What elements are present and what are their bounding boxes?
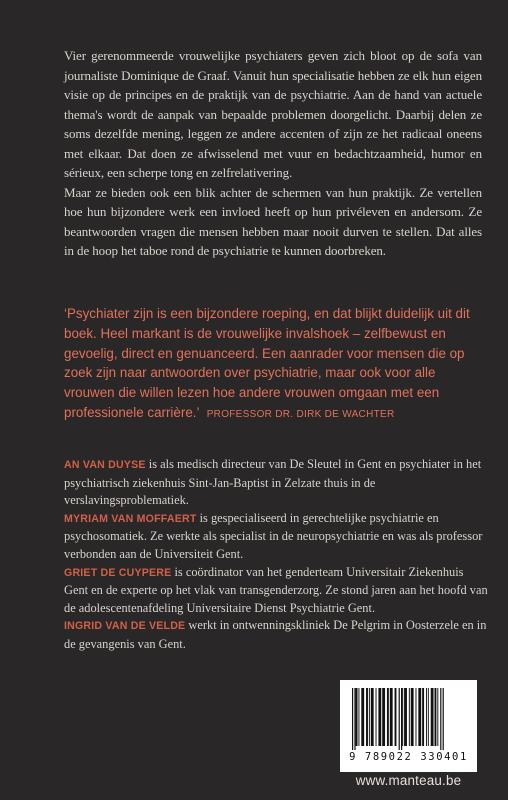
barcode-bar [376, 688, 377, 746]
bio-entry [64, 510, 490, 564]
barcode-bar [416, 688, 417, 746]
bio-name: GRIET DE CUYPERE [64, 566, 172, 579]
barcode-bar [378, 688, 381, 746]
barcode-guard-bar [352, 688, 353, 750]
bio-entry [64, 617, 490, 653]
barcode-bar [409, 688, 410, 746]
publisher-website[interactable]: www.manteau.be [355, 773, 462, 788]
barcode-bar [404, 688, 407, 746]
bio-text: is als medisch directeur van De Sleutel in Gent en psychiater in het psychiatrisch ziekenhuis Sint-Jan-Baptist in Zelzate thuis in de verslavingsproblematiek. [64, 457, 482, 508]
barcode-guard-bar [401, 688, 402, 750]
isbn-number: 9 789022 330401 [349, 751, 468, 763]
barcode-guard-bar [443, 688, 444, 750]
barcode-bar [366, 688, 368, 746]
barcode-guard-bar [399, 688, 400, 750]
barcode-bar [395, 688, 397, 746]
bio-name: AN VAN DUYSE [64, 459, 146, 471]
barcode-bar [431, 688, 434, 746]
bio-text: werkt in ontwenningskliniek De Pelgrim in Oosterzele en in de gevangenis van Gent. [64, 618, 487, 651]
blurb-paragraph-2: Maar ze bieden ook een blik achter de schermen van hun praktijk. Ze vertellen hoe hun bijzondere werk een invloed heeft op hun privéleven en andersom. Ze beantwoorden vragen die mensen hebben maar nooit durven te stellen. Dat alles in de hoop het taboe rond de psychiatrie te kunnen doorbreken. [64, 184, 482, 258]
barcode-bar [371, 688, 374, 746]
bio-entry [64, 456, 490, 510]
barcode-bar [358, 688, 359, 746]
barcode-bar [356, 688, 358, 746]
bio-name: MYRIAM VAN MOFFAERT [64, 512, 197, 525]
barcode-guard-bar [354, 688, 355, 750]
barcode-bar [387, 688, 389, 746]
barcode-bar [402, 688, 403, 746]
endorsement-quote [64, 304, 484, 425]
barcode-bar [382, 688, 385, 746]
bio-text: is gespecialiseerd in gerechtelijke psychiatrie en psychosomatiek. Ze werkte als specialist in de neuropsychiatrie en was als professor verbonden aan de Universiteit Gent. [64, 510, 483, 561]
barcode-bar [435, 688, 437, 746]
barcode-bar [437, 688, 438, 746]
barcode-guard-bar [440, 688, 441, 750]
barcode-bar [361, 688, 364, 746]
bio-entry [64, 564, 490, 618]
barcode-bar [426, 688, 427, 746]
back-cover-blurb [64, 46, 482, 261]
blurb-paragraph-1: Vier gerenommeerde vrouwelijke psychiaters geven zich bloot op de sofa van journaliste Dominique de Graaf. Vanuit hun specialisatie hebben ze elk hun eigen visie op de principes en de praktijk van de psychiatrie. Aan de hand van actuele thema's wordt de aanpak van bepaalde problemen doorgelicht. Daarbij delen ze soms dezelfde mening, leggen ze andere accenten of zijn ze het radicaal oneens met elkaar. Dat doen ze afwisselend met vuur en bedachtzaamheid, humor en sérieux, een scherpe tong en zelfrelativering. [64, 48, 482, 180]
barcode-bar [390, 688, 393, 746]
barcode-bar [418, 688, 421, 746]
barcode-bars [340, 680, 477, 752]
quote-text: ‘Psychiater zijn is een bijzondere roeping, en dat blijkt duidelijk uit dit boek. Heel markant is de vrouwelijke invalshoek – zelfbewust en gevoelig, direct en genuanceerd. Een aanrader voor mensen die op zoek zijn naar antwoorden over psychiatrie, maar ook voor alle vrouwen die willen lezen hoe andere vrouwen omgaan met een professionele carrière.’ [64, 306, 470, 420]
barcode-bar [369, 688, 370, 746]
quote-author: PROFESSOR DR. DIRK DE WACHTER [206, 408, 395, 420]
barcode-bar [411, 688, 414, 746]
barcode-bar [422, 688, 424, 746]
author-bios [64, 456, 490, 654]
barcode-bar [428, 688, 429, 746]
isbn-barcode [340, 680, 477, 772]
bio-text: is coördinator van het genderteam Universitair Ziekenhuis Gent en de experte op het vlak van transgenderzorg. Ze stond jaren aan het hoofd van de adolescentenafdeling Universitaire Dienst Psychiatrie Gent. [64, 564, 488, 615]
bio-name: INGRID VAN DE VELDE [64, 620, 186, 633]
